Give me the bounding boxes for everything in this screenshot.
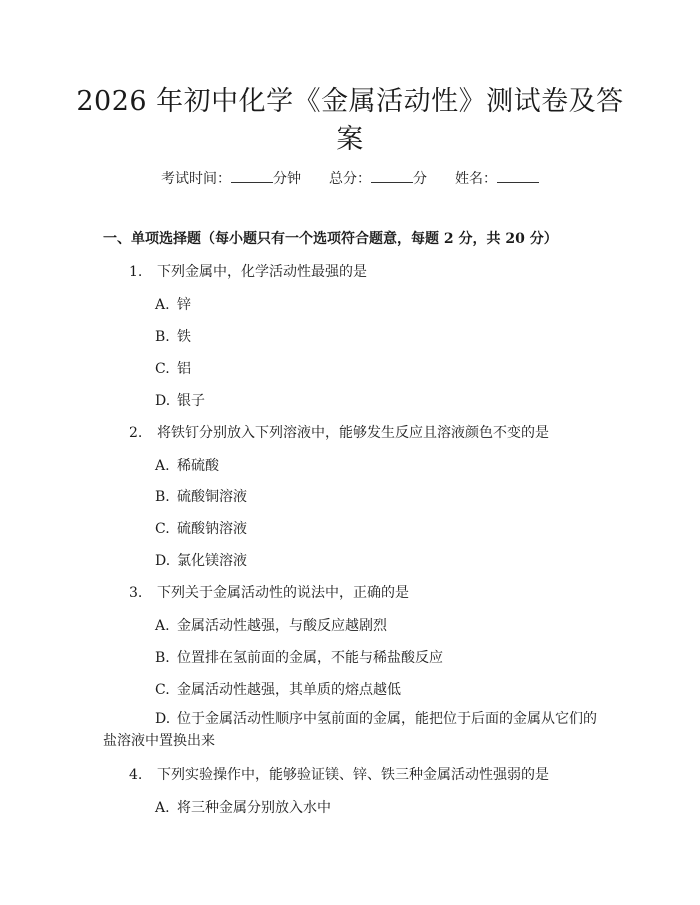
option-text: 硫酸铜溶液: [177, 489, 247, 505]
option-3a[interactable]: [155, 615, 387, 635]
option-text: 银子: [177, 393, 205, 409]
option-2d[interactable]: [155, 550, 247, 570]
option-text: 将三种金属分别放入水中: [177, 800, 331, 816]
question-text: 下列关于金属活动性的说法中，正确的是: [157, 585, 409, 601]
option-3c[interactable]: [155, 679, 401, 699]
time-unit: 分钟: [273, 171, 301, 187]
option-label: C.: [155, 361, 170, 377]
option-text: 金属活动性越强，其单质的熔点越低: [177, 682, 401, 698]
option-1d[interactable]: [155, 390, 205, 410]
option-1b[interactable]: [155, 326, 191, 346]
option-label: A.: [155, 297, 170, 313]
option-text: 铝: [177, 361, 191, 377]
option-2c[interactable]: [155, 518, 247, 538]
question-number: 2.: [129, 425, 143, 441]
option-label: C.: [155, 682, 170, 698]
score-unit: 分: [413, 171, 427, 187]
option-4a[interactable]: [155, 797, 331, 817]
question-number: 4.: [129, 767, 143, 783]
question-text: 将铁钉分别放入下列溶液中，能够发生反应且溶液颜色不变的是: [157, 425, 549, 441]
page-title-line-1: 2026 年初中化学《金属活动性》测试卷及答: [76, 86, 624, 117]
option-label: A.: [155, 800, 170, 816]
time-blank[interactable]: [231, 168, 273, 183]
question-text: 下列实验操作中，能够验证镁、锌、铁三种金属活动性强弱的是: [157, 767, 549, 783]
section-heading: 一、单项选择题（每小题只有一个选项符合题意，每题 2 分，共 20 分）: [103, 231, 558, 247]
option-text: 硫酸钠溶液: [177, 521, 247, 537]
option-label: A.: [155, 458, 170, 474]
question-text: 下列金属中，化学活动性最强的是: [157, 264, 367, 280]
option-text: 氯化镁溶液: [177, 553, 247, 569]
question-3: [129, 582, 409, 602]
option-3b[interactable]: [155, 647, 443, 667]
option-label: B.: [155, 489, 170, 505]
option-label: D.: [155, 553, 171, 569]
option-1c[interactable]: [155, 358, 191, 378]
score-blank[interactable]: [371, 168, 413, 183]
time-label: 考试时间：: [161, 171, 231, 187]
option-label: D.: [155, 711, 171, 727]
option-1a[interactable]: [155, 294, 191, 314]
question-number: 1.: [129, 264, 143, 280]
option-3d[interactable]: [103, 708, 603, 752]
question-2: [129, 422, 549, 442]
option-label: B.: [155, 329, 170, 345]
option-text-continued: 盐溶液中置换出来: [103, 733, 215, 749]
name-blank[interactable]: [497, 168, 539, 183]
option-label: A.: [155, 618, 170, 634]
option-text: 铁: [177, 329, 191, 345]
option-text: 金属活动性越强，与酸反应越剧烈: [177, 618, 387, 634]
question-1: [129, 261, 367, 281]
option-label: C.: [155, 521, 170, 537]
question-number: 3.: [129, 585, 143, 601]
option-text: 稀硫酸: [177, 458, 219, 474]
option-text: 位置排在氢前面的金属，不能与稀盐酸反应: [177, 650, 443, 666]
question-4: [129, 764, 549, 784]
option-2a[interactable]: [155, 455, 219, 475]
score-label: 总分：: [329, 171, 371, 187]
option-label: D.: [155, 393, 171, 409]
option-text: 位于金属活动性顺序中氢前面的金属，能把位于后面的金属从它们的: [177, 711, 597, 727]
option-label: B.: [155, 650, 170, 666]
option-text: 锌: [177, 297, 191, 313]
exam-info-row: [0, 168, 700, 188]
page-title-line-2: 案: [336, 124, 364, 155]
option-2b[interactable]: [155, 486, 247, 506]
name-label: 姓名：: [455, 171, 497, 187]
